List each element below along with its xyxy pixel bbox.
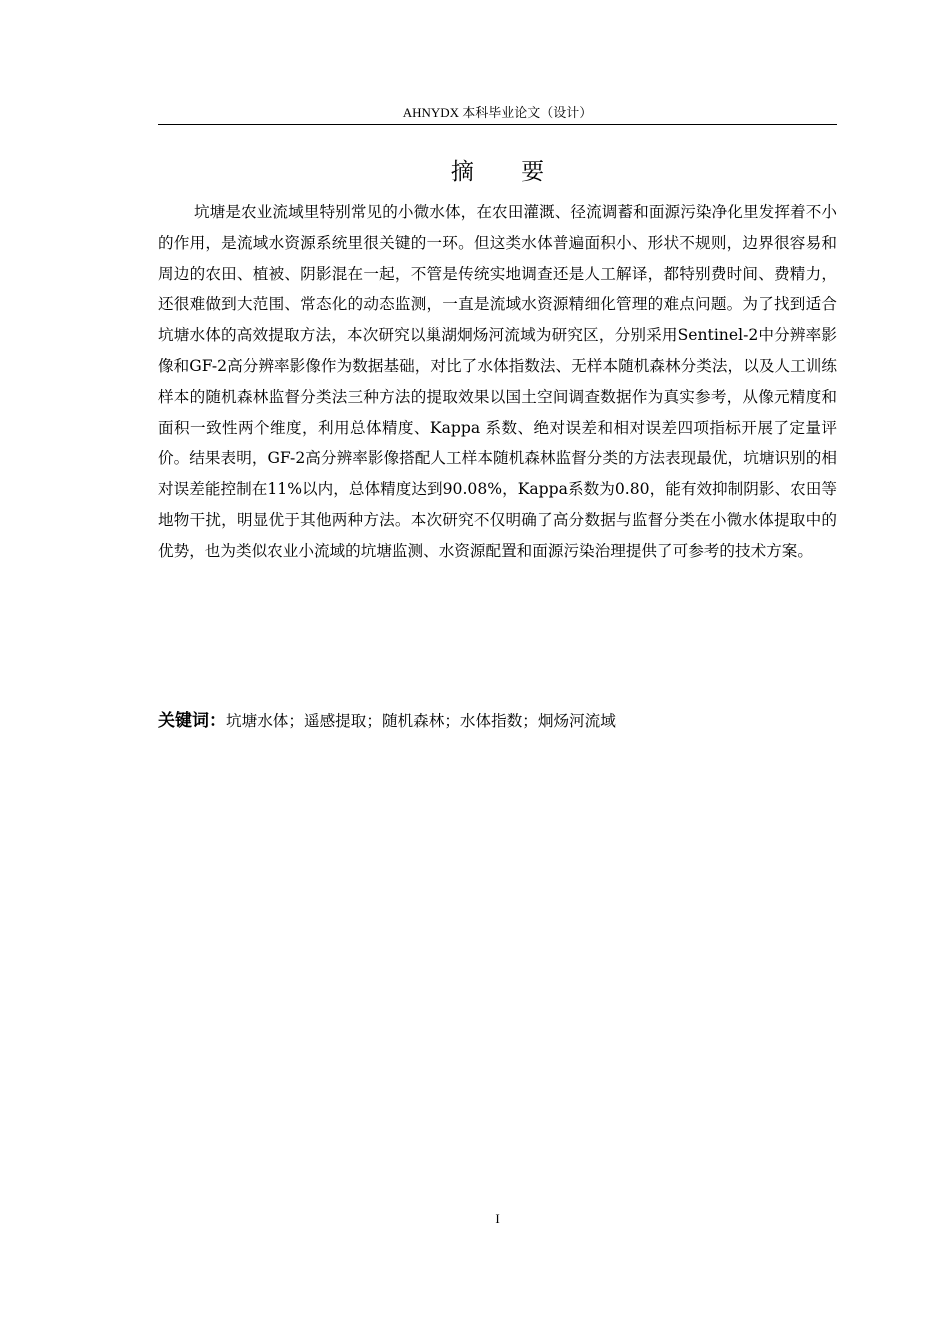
page-number: I (495, 1211, 500, 1226)
page-header-text: AHNYDX 本科毕业论文（设计） (402, 105, 593, 120)
abstract-body: 坑塘是农业流域里特别常见的小微水体，在农田灌溉、径流调蓄和面源污染净化里发挥着不小的作用，是流域水资源系统里很关键的一环。但这类水体普遍面积小、形状不规则，边界很容易和周边的农田、植被、阴影混在一起，不管是传统实地调查还是人工解译，都特别费时间、费精力，还很难做到大范围、常态化的动态监测，一直是流域水资源精细化管理的难点问题。为了找到适合坑塘水体的高效提取方法，本次研究以巢湖炯炀河流域为研究区，分别采用Sentinel-2中分辨率影像和GF-2高分辨率影像作为数据基础，对比了水体指数法、无样本随机森林分类法，以及人工训练样本的随机森林监督分类法三种方法的提取效果以国土空间调查数据作为真实参考，从像元精度和面积一致性两个维度，利用总体精度、Kappa 系数、绝对误差和相对误差四项指标开展了定量评价。结果表明，GF-2高分辨率影像搭配人工样本随机森林监督分类的方法表现最优，坑塘识别的相对误差能控制在11%以内，总体精度达到90.08%，Kappa系数为0.80，能有效抑制阴影、农田等地物干扰，明显优于其他两种方法。本次研究不仅明确了高分数据与监督分类在小微水体提取中的优势，也为类似农业小流域的坑塘监测、水资源配置和面源污染治理提供了可参考的技术方案。 (158, 203, 837, 560)
page-header (158, 104, 837, 125)
keywords-text: 坑塘水体；遥感提取；随机森林；水体指数；炯炀河流域 (226, 712, 616, 730)
abstract-title: 摘 要 (450, 159, 565, 185)
keywords-label: 关键词： (158, 711, 226, 731)
keywords-line (158, 706, 837, 736)
